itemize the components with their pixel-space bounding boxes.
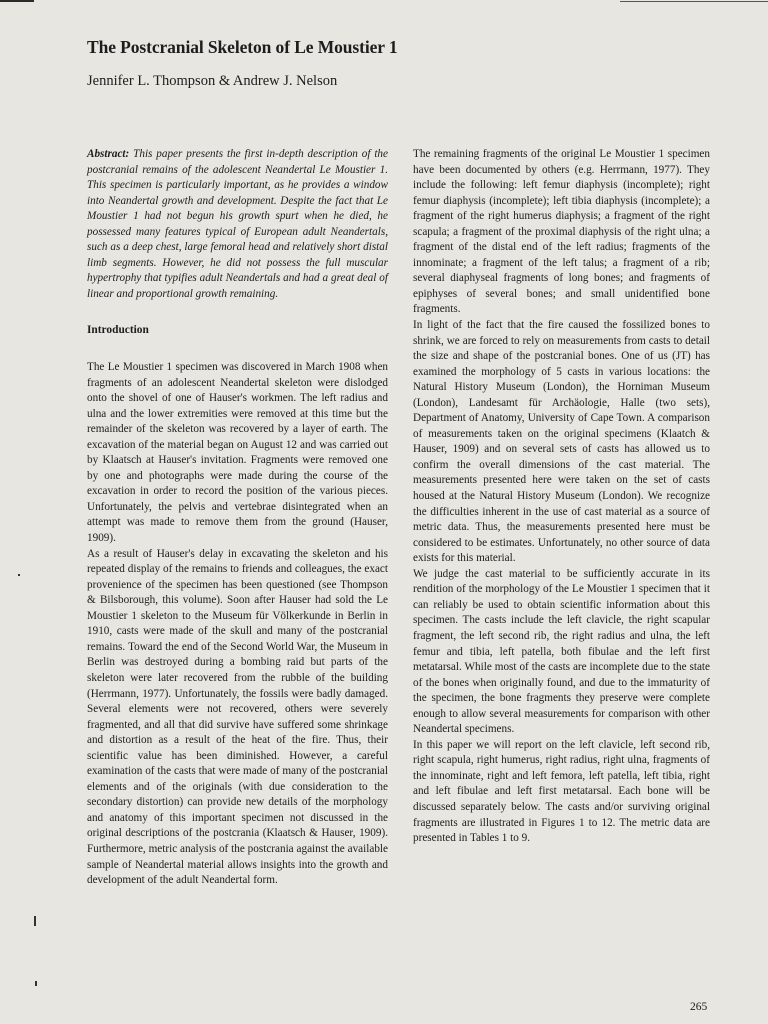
- abstract: [87, 147, 388, 302]
- scan-edge-mark: [0, 0, 34, 2]
- paper-authors: Jennifer L. Thompson & Andrew J. Nelson: [87, 73, 338, 89]
- paragraph: The Le Moustier 1 specimen was discovered in March 1908 when fragments of an adolescent Neandertal skeleton were dislodged onto the shovel of one of Hauser's workmen. The left radius and ulna and the lower extremities were removed at this time but the remainder of the skeleton was recovered by a layer of earth. The excavation of the material began on August 12 and was carried out by Klaatsch at Hauser's invitation. Fragments were removed one by one and photographs were made during the course of the excavation in order to record the position of the various pieces. Unfortunately, the pelvis and vertebrae disintegrated when an attempt was made to remove them from the ground (Hauser, 1909).: [87, 361, 388, 545]
- paragraph: We judge the cast material to be sufficiently accurate in its rendition of the morphology of the Le Moustier 1 specimen that it can reliably be used to obtain scientific information about this specimen. The casts include the left clavicle, the right scapular fragment, the left second rib, the right radius and ulna, the left femur and tibia, left patella, both fibulae and the left first metatarsal. While most of the casts are incomplete due to the state of the bones when originally found, and due to the immaturity of the specimen, the bone fragments they preserve were complete enough to allow several measurements for comparison with other Neandertal specimens.: [413, 567, 710, 736]
- page-number: 265: [690, 1001, 708, 1013]
- paper-title: The Postcranial Skeleton of Le Moustier 1: [87, 37, 398, 57]
- paragraph: As a result of Hauser's delay in excavating the skeleton and his repeated display of the remains to friends and colleagues, the exact provenience of the specimen has been questioned (see Thompson & Bilsborough, this volume). Soon after Hauser had sold the Le Moustier 1 skeleton to the Museum für Völkerkunde in Berlin in 1910, casts were made of the skull and many of the postcranial remains. Toward the end of the Second World War, the Museum in Berlin was destroyed during a bombing raid but parts of the skeleton were later recovered from the rubble of the building (Herrmann, 1977). Unfortunately, the fossils were badly damaged. Several elements were not recovered, others were severely fragmented, and all that did survive have suffered some shrinkage and distortion as a result of the heat of the fire. Thus, their scientific value has been diminished. However, a careful examination of the casts that were made of many of the postcranial elements and of the originals (with due consideration to the secondary distortion) can provide new details of the morphology and anatomy of this important specimen not discussed in the original descriptions of the postcrania (Klaatsch & Hauser, 1909). Furthermore, metric analysis of the postcrania against the available sample of Neandertal material allows insights into the growth and development of the adult Neandertal form.: [87, 547, 388, 887]
- abstract-label: Abstract:: [87, 148, 130, 160]
- paragraph: In light of the fact that the fire caused the fossilized bones to shrink, we are forced to rely on measurements from casts to detail the size and shape of the postcranial bones. One of us (JT) has examined the morphology of 5 casts in various locations: the Natural History Museum (London), the Horniman Museum (London), Landesamt für Archäologie, Halle (two sets), Department of Anatomy, University of Cape Town. A comparison of measurements taken on the original specimens (Klaatch & Hauser, 1909) and on several sets of casts has allowed us to confirm the overall dimensions of the cast material. The measurements presented here were taken on the set of casts housed at the Natural History Museum (London). We recognize the difficulties inherent in the use of cast material as a source of metric data. Thus, the measurements presented here must be considered to be estimates. Unfortunately, no other source of data exists for this material.: [413, 319, 710, 565]
- scan-edge-line: [620, 1, 768, 2]
- left-column: [87, 147, 388, 889]
- paragraph: In this paper we will report on the left clavicle, left second rib, right scapula, right humerus, right radius, right ulna, fragments of the innominate, right and left femora, left patella, left tibia, right and left fibulae and left first metatarsal. Each bone will be discussed separately below. The casts and/or surviving original fragments are illustrated in Figures 1 to 12. The metric data are presented in Tables 1 to 9.: [413, 738, 710, 845]
- right-column: [413, 147, 710, 847]
- paragraph: The remaining fragments of the original Le Moustier 1 specimen have been documented by others (e.g. Herrmann, 1977). They include the following: left femur diaphysis (incomplete); right femur diaphysis (incomplete); left tibia diaphysis (incomplete); a fragment of the right humerus diaphysis; a fragment of the right scapula; a fragment of the proximal diaphysis of the right ulna; a fragment of the distal end of the left radius; fragments of the innominate; a fragment of the left talus; a fragment of a rib; several diaphyseal fragments of long bones; and fragments of epiphyses of several bones; and small unidentified bone fragments.: [413, 148, 710, 316]
- abstract-text: This paper presents the first in-depth description of the postcranial remains of the adolescent Neandertal Le Moustier 1. This specimen is particularly important, as he provides a window into Neandertal growth and development. Despite the fact that Le Moustier 1 had not begun his growth spurt when he died, he possessed many features typical of European adult Neandertals, such as a deep chest, large femoral head and relatively short distal limb segments. However, he did not possess the full muscular hypertrophy that typifies adult Neandertals and had a great deal of linear and proportional growth remaining.: [87, 148, 388, 300]
- scan-speck: [34, 916, 36, 926]
- scan-speck: [18, 574, 20, 576]
- scan-speck: [35, 981, 37, 986]
- section-heading-introduction: Introduction: [87, 324, 149, 337]
